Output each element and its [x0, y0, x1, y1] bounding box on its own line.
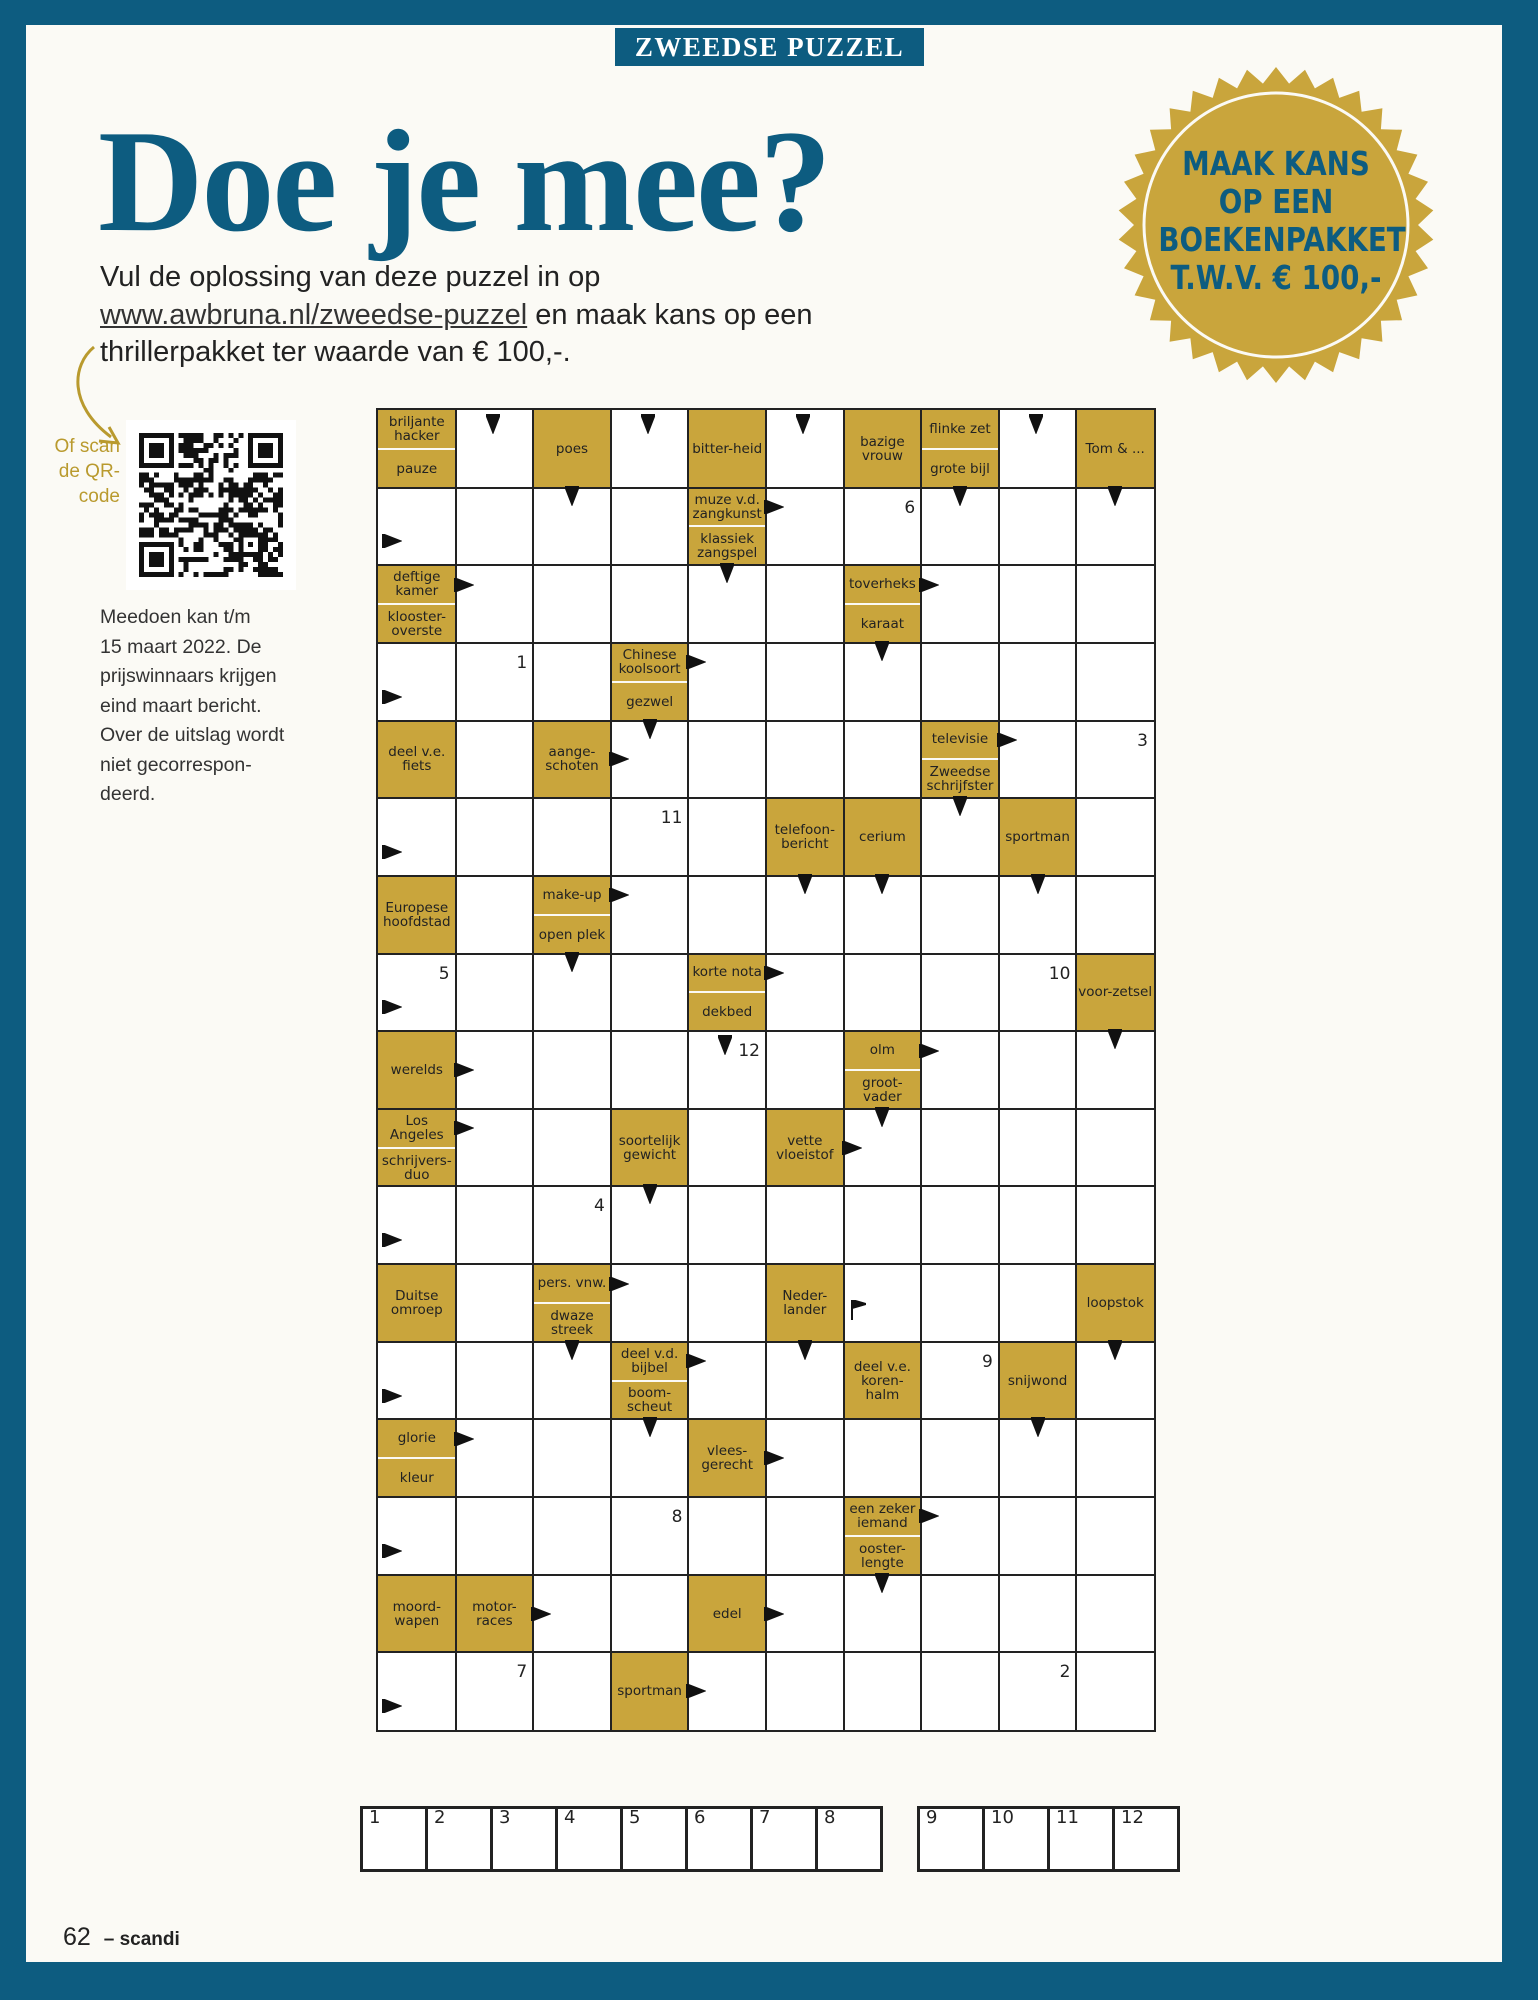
answer-cell[interactable]: [921, 1109, 999, 1187]
arrow-right-icon: [842, 1141, 862, 1155]
answer-cell[interactable]: [688, 876, 766, 954]
clue-cell: bazige vrouw: [844, 410, 922, 488]
arrow-down-icon: [1108, 486, 1122, 506]
answer-cell[interactable]: [1076, 1109, 1154, 1187]
arrow-down-icon: [1108, 1340, 1122, 1360]
answer-cell[interactable]: [844, 721, 922, 799]
answer-cell[interactable]: [533, 1031, 611, 1109]
qr-code-icon: [139, 433, 283, 577]
clue-cell: briljante hacker: [378, 410, 456, 449]
answer-cell[interactable]: [999, 1031, 1077, 1109]
solution-number: 11: [660, 808, 683, 829]
arrow-down-icon: [953, 796, 967, 816]
solution-number: 12: [738, 1041, 760, 1062]
clue-cell: kleur: [378, 1458, 456, 1497]
answer-cell[interactable]: [611, 488, 689, 566]
arrow-right-icon: [686, 1684, 706, 1698]
deadline-note: Meedoen kan t/m 15 maart 2022. De prijswinnaars krijgen eind maart bericht. Over de uitslag wordt niet gecorrespon- deerd.: [100, 606, 285, 805]
clue-cell: muze v.d. zangkunst: [688, 488, 766, 527]
answer-cell[interactable]: [378, 798, 456, 876]
answer-cell[interactable]: [921, 643, 999, 721]
solution-box-number: 10: [991, 1807, 1014, 1828]
arrow-down-icon: [643, 719, 657, 739]
solution-box-number: 2: [434, 1807, 446, 1828]
answer-cell[interactable]: [844, 1186, 922, 1264]
intro-line-1: Vul de oplossing van deze puzzel in op: [100, 261, 601, 293]
clue-cell: motor-races: [456, 1575, 534, 1653]
arrow-right-icon: [764, 1451, 784, 1465]
answer-cell[interactable]: [999, 1186, 1077, 1264]
arrow-right-icon: [764, 500, 784, 514]
clue-cell: Los Angeles: [378, 1109, 456, 1148]
magazine-page: [26, 25, 1502, 1962]
answer-cell[interactable]: [766, 1652, 844, 1730]
solution-number: 3: [1137, 730, 1148, 751]
page-number: 62: [63, 1923, 91, 1951]
answer-cell[interactable]: [999, 1109, 1077, 1187]
solution-box-number: 3: [499, 1807, 511, 1828]
clue-cell: karaat: [844, 604, 922, 643]
flag-icon: [850, 1300, 866, 1320]
arrow-right-icon: [531, 1607, 551, 1621]
solution-box-number: 8: [824, 1807, 836, 1828]
clue-cell: voor-zetsel: [1076, 954, 1154, 1032]
clue-cell: moord-wapen: [378, 1575, 456, 1653]
clue-cell: flinke zet: [921, 410, 999, 449]
qr-code[interactable]: [126, 420, 296, 590]
clue-cell: werelds: [378, 1031, 456, 1109]
clue-cell: telefoon-bericht: [766, 798, 844, 876]
answer-cell[interactable]: [533, 1109, 611, 1187]
answer-cell[interactable]: [999, 1575, 1077, 1653]
answer-cell[interactable]: [456, 1342, 534, 1420]
intro-line-2: en maak kans op een: [527, 298, 813, 331]
clue-cell: toverheks: [844, 565, 922, 604]
answer-cell[interactable]: [1076, 1419, 1154, 1497]
arrow-right-icon: [382, 1389, 402, 1403]
solution-box-number: 11: [1056, 1807, 1079, 1828]
arrow-down-icon: [1031, 1417, 1045, 1437]
arrow-right-icon: [454, 578, 474, 592]
clue-cell: dekbed: [688, 992, 766, 1031]
arrow-right-icon: [686, 1354, 706, 1368]
answer-cell[interactable]: [766, 565, 844, 643]
clue-cell: een zeker iemand: [844, 1497, 922, 1536]
answer-cell[interactable]: [921, 876, 999, 954]
page-footer: [63, 1923, 180, 1952]
solution-number: 5: [438, 963, 450, 984]
arrow-right-icon: [454, 1063, 474, 1077]
clue-cell: cerium: [844, 798, 922, 876]
answer-cell[interactable]: [456, 488, 534, 566]
clue-cell: korte nota: [688, 954, 766, 993]
answer-cell[interactable]: [378, 1342, 456, 1420]
clue-cell: sportman: [611, 1652, 689, 1730]
solution-box-number: 12: [1121, 1807, 1144, 1828]
answer-cell[interactable]: [766, 1031, 844, 1109]
answer-cell[interactable]: [999, 1497, 1077, 1575]
clue-cell: Zweedse schrijfster: [921, 759, 999, 798]
answer-cell[interactable]: [688, 1264, 766, 1342]
answer-cell[interactable]: [1076, 1186, 1154, 1264]
solution-number: 6: [904, 497, 916, 518]
clue-cell: vette vloeistof: [766, 1109, 844, 1187]
clue-cell: bitter-heid: [688, 410, 766, 488]
arrow-down-icon: [798, 874, 812, 894]
arrow-right-icon: [997, 733, 1017, 747]
clue-cell: sportman: [999, 798, 1077, 876]
answer-cell[interactable]: [688, 721, 766, 799]
arrow-right-icon: [686, 655, 706, 669]
arrow-down-icon: [643, 1184, 657, 1204]
arrow-down-icon: [875, 1573, 889, 1593]
answer-cell[interactable]: [533, 1652, 611, 1730]
clue-cell: edel: [688, 1575, 766, 1653]
arrow-right-icon: [919, 1044, 939, 1058]
clue-cell: deftige kamer: [378, 565, 456, 604]
answer-cell[interactable]: [378, 1497, 456, 1575]
page-title: Doe je mee?: [98, 100, 830, 262]
puzzle-url-link[interactable]: www.awbruna.nl/zweedse-puzzel: [100, 298, 528, 331]
arrow-right-icon: [609, 752, 629, 766]
answer-cell[interactable]: [456, 1497, 534, 1575]
answer-cell[interactable]: [844, 1652, 922, 1730]
arrow-right-icon: [919, 1509, 939, 1523]
answer-cell[interactable]: [456, 954, 534, 1032]
arrow-down-icon: [875, 641, 889, 661]
arrow-right-icon: [764, 1607, 784, 1621]
clue-cell: gezwel: [611, 682, 689, 721]
clue-cell: aange-schoten: [533, 721, 611, 799]
answer-cell[interactable]: [999, 488, 1077, 566]
answer-cell[interactable]: [456, 1186, 534, 1264]
answer-cell[interactable]: [844, 954, 922, 1032]
answer-cell[interactable]: [456, 876, 534, 954]
clue-cell: snijwond: [999, 1342, 1077, 1420]
clue-cell: groot-vader: [844, 1070, 922, 1109]
clue-cell: vlees-gerecht: [688, 1419, 766, 1497]
answer-cell[interactable]: [611, 1031, 689, 1109]
answer-cell[interactable]: [921, 954, 999, 1032]
arrow-down-icon: [565, 952, 579, 972]
arrow-right-icon: [609, 1277, 629, 1291]
answer-cell[interactable]: [1076, 1652, 1154, 1730]
solution-number: 9: [981, 1351, 993, 1372]
answer-cell[interactable]: [688, 1497, 766, 1575]
clue-cell: dwaze streek: [533, 1303, 611, 1342]
answer-cell[interactable]: [1076, 643, 1154, 721]
answer-cell[interactable]: [533, 798, 611, 876]
section-banner: ZWEEDSE PUZZEL: [615, 28, 924, 66]
solution-box-number: 6: [694, 1807, 706, 1828]
clue-cell: Tom & ...: [1076, 410, 1154, 488]
crossword-grid: [376, 408, 1156, 1732]
answer-cell[interactable]: [921, 1264, 999, 1342]
arrow-down-icon: [1029, 414, 1043, 434]
answer-cell[interactable]: [378, 643, 456, 721]
scan-qr-label: Of scan de QR- code: [54, 436, 120, 507]
answer-cell[interactable]: [688, 1186, 766, 1264]
arrow-right-icon: [454, 1121, 474, 1135]
answer-cell[interactable]: [921, 1186, 999, 1264]
clue-cell: deel v.e. koren-halm: [844, 1342, 922, 1420]
solution-number: 4: [593, 1196, 605, 1217]
arrow-down-icon: [720, 563, 734, 583]
arrow-right-icon: [382, 690, 402, 704]
clue-cell: poes: [533, 410, 611, 488]
arrow-down-icon: [798, 1340, 812, 1360]
answer-cell[interactable]: [456, 798, 534, 876]
arrow-right-icon: [382, 1000, 402, 1014]
arrow-down-icon: [565, 486, 579, 506]
answer-cell[interactable]: [456, 721, 534, 799]
arrow-right-icon: [454, 1432, 474, 1446]
arrow-down-icon: [1108, 1029, 1122, 1049]
answer-cell[interactable]: [766, 721, 844, 799]
clue-cell: deel v.d. bijbel: [611, 1342, 689, 1381]
answer-cell[interactable]: [611, 954, 689, 1032]
answer-cell[interactable]: [1076, 1497, 1154, 1575]
clue-cell: Europese hoofdstad: [378, 876, 456, 954]
arrow-right-icon: [764, 966, 784, 980]
arrow-right-icon: [382, 845, 402, 859]
arrow-right-icon: [382, 1544, 402, 1558]
clue-cell: olm: [844, 1031, 922, 1070]
answer-cell[interactable]: [921, 1419, 999, 1497]
answer-cell[interactable]: [688, 798, 766, 876]
answer-cell[interactable]: [611, 565, 689, 643]
arrow-down-icon: [953, 486, 967, 506]
answer-cell[interactable]: [533, 643, 611, 721]
solution-number: 8: [671, 1507, 683, 1528]
solution-number: 10: [1048, 963, 1071, 984]
answer-cell[interactable]: [921, 1575, 999, 1653]
arrow-down-icon: [1031, 874, 1045, 894]
clue-cell: klooster-overste: [378, 604, 456, 643]
arrow-down-icon: [486, 414, 500, 434]
arrow-right-icon: [919, 578, 939, 592]
magazine-name: – scandi: [103, 1929, 180, 1950]
qr-modules: [139, 433, 283, 577]
arrow-down-icon: [643, 1417, 657, 1437]
answer-cell[interactable]: [1076, 798, 1154, 876]
answer-cell[interactable]: [844, 1419, 922, 1497]
answer-cell[interactable]: [688, 1109, 766, 1187]
clue-cell: pers. vnw.: [533, 1264, 611, 1303]
clue-cell: klassiek zangspel: [688, 526, 766, 565]
answer-cell[interactable]: [999, 643, 1077, 721]
answer-cell[interactable]: [766, 1497, 844, 1575]
clue-cell: schrijvers-duo: [378, 1148, 456, 1187]
clue-cell: ooster-lengte: [844, 1536, 922, 1575]
clue-cell: glorie: [378, 1419, 456, 1458]
answer-cell[interactable]: [1076, 876, 1154, 954]
arrow-right-icon: [382, 1699, 402, 1713]
answer-cell[interactable]: [378, 1186, 456, 1264]
solution-box-number: 9: [926, 1807, 938, 1828]
intro-text: [100, 259, 900, 372]
arrow-down-icon: [875, 1107, 889, 1127]
solution-box-number: 1: [369, 1807, 381, 1828]
arrow-down-icon: [796, 414, 810, 434]
answer-cell[interactable]: [1076, 565, 1154, 643]
answer-cell[interactable]: [533, 565, 611, 643]
arrow-down-icon: [641, 414, 655, 434]
answer-cell[interactable]: [378, 488, 456, 566]
arrow-right-icon: [609, 888, 629, 902]
answer-cell[interactable]: [378, 1652, 456, 1730]
clue-cell: soortelijk gewicht: [611, 1109, 689, 1187]
clue-cell: grote bijl: [921, 449, 999, 488]
clue-cell: open plek: [533, 915, 611, 954]
answer-cell[interactable]: [533, 1419, 611, 1497]
arrow-right-icon: [382, 1233, 402, 1247]
answer-cell[interactable]: [1076, 1575, 1154, 1653]
solution-number: 7: [516, 1662, 528, 1683]
solution-number: 1: [516, 652, 528, 673]
clue-cell: loopstok: [1076, 1264, 1154, 1342]
intro-line-3: thrillerpakket ter waarde van € 100,-.: [100, 336, 571, 368]
answer-cell[interactable]: [921, 1652, 999, 1730]
clue-cell: Neder-lander: [766, 1264, 844, 1342]
answer-cell[interactable]: [456, 1264, 534, 1342]
clue-cell: Chinese koolsoort: [611, 643, 689, 682]
clue-cell: Duitse omroep: [378, 1264, 456, 1342]
arrow-down-icon: [565, 1340, 579, 1360]
clue-cell: pauze: [378, 449, 456, 488]
clue-cell: deel v.e. fiets: [378, 721, 456, 799]
answer-cell[interactable]: [999, 1264, 1077, 1342]
solution-box-number: 7: [759, 1807, 771, 1828]
solution-number: 2: [1059, 1662, 1071, 1683]
clue-cell: televisie: [921, 721, 999, 760]
arrow-down-icon: [718, 1035, 732, 1055]
solution-box-number: 4: [564, 1807, 576, 1828]
answer-cell[interactable]: [999, 565, 1077, 643]
solution-box-number: 5: [629, 1807, 641, 1828]
arrow-down-icon: [875, 874, 889, 894]
answer-cell[interactable]: [766, 643, 844, 721]
arrow-right-icon: [382, 534, 402, 548]
answer-cell[interactable]: [533, 1497, 611, 1575]
prize-seal-text: MAAK KANS OP EEN BOEKENPAKKET T.W.V. € 100,-: [1158, 144, 1406, 297]
clue-cell: make-up: [533, 876, 611, 915]
answer-cell[interactable]: [766, 1186, 844, 1264]
clue-cell: boom-scheut: [611, 1381, 689, 1420]
answer-cell[interactable]: [611, 1575, 689, 1653]
